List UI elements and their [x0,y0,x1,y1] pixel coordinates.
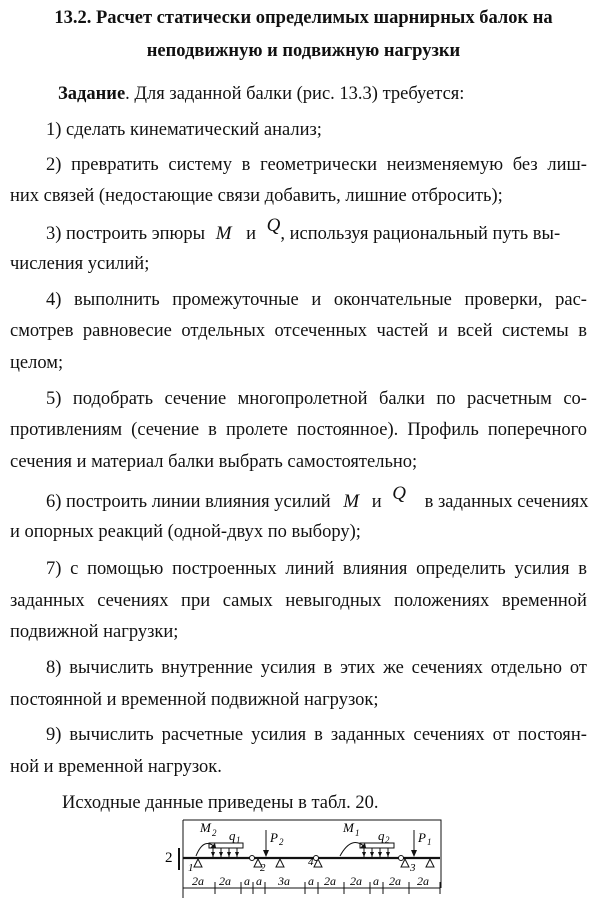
section-heading-line-1: 13.2. Расчет статически определимых шарнирных балок на [54,8,553,28]
label-m2-sub: 2 [212,828,217,838]
word: превратить [71,155,159,175]
word: систему [168,155,232,175]
word: усилия [514,559,570,579]
dimension-10: 2a [389,874,401,888]
word: вычислить [69,725,154,745]
word: Профиль [407,420,479,440]
word: сечениях [413,725,485,745]
section-heading-line-2: неподвижную и подвижную нагрузки [146,41,461,61]
word: со- [563,389,587,409]
item-2-line-1 [46,153,587,177]
item-8-line-1 [46,656,587,680]
word: в [208,420,217,440]
word: равновесие [82,321,172,341]
word: усилия [251,725,307,745]
word: при [181,591,211,611]
word: в [314,725,323,745]
word: заданных [330,725,406,745]
word: балки [379,389,425,409]
word: от [492,725,510,745]
word: противлениям [10,420,123,440]
label-m2: M [200,820,211,835]
word: 5) [46,389,62,409]
task-intro [58,82,464,106]
word: положениях [394,591,490,611]
section-number-3: 3 [410,862,416,874]
task-label: Задание [58,84,126,104]
word: без [512,155,538,175]
word: проверки, [464,290,543,310]
word: геометрически [260,155,378,175]
item-6-symbol-m: M [343,491,360,512]
word: постоян- [517,725,587,745]
word: линий [285,559,335,579]
word: отсеченных [274,321,368,341]
word: временной [501,591,587,611]
word: смотрев [10,321,74,341]
word: в [241,155,251,175]
word: 2) [46,155,62,175]
word: рас- [555,290,587,310]
label-q1-sub: 1 [236,835,241,845]
dimension-7: 2a [324,874,336,888]
label-m1: M [343,820,354,835]
section-number-1: 1 [188,862,194,874]
word: сечение [164,389,227,409]
word: заданных [10,591,85,611]
dimension-5: 3a [278,874,290,888]
item-4-line-2 [10,319,587,343]
item-3-and: и [246,224,257,244]
label-p1-sub: 1 [427,837,432,847]
label-p1: P [418,830,426,845]
word: 4) [46,290,62,310]
item-4-line-3: целом; [10,353,64,373]
item-6-line-1 [46,483,589,514]
item-9-line-1 [46,723,587,747]
word: в [323,658,333,678]
label-q2-sub: 2 [385,835,390,845]
label-q2: q [378,828,385,843]
word: поперечного [487,420,587,440]
dimension-2: 2a [219,874,231,888]
dimension-4: a [256,874,262,888]
word: же [383,658,404,678]
word: системы [501,321,569,341]
label-m1-sub: 1 [355,828,360,838]
word: в [578,321,587,341]
item-3-text-b: , используя рациональный путь вы- [280,224,561,244]
word: промежуточные [172,290,299,310]
dimension-6: a [308,874,314,888]
figure-row-number: 2 [165,850,173,866]
item-3-symbol-m: M [215,223,232,244]
item-5-line-1 [46,387,587,411]
label-p2: P [270,830,278,845]
dimension-3: a [244,874,250,888]
dimension-9: a [373,874,379,888]
item-3-line-2: числения усилий; [10,254,150,274]
word: 9) [46,725,62,745]
item-6-symbol-q: Q [392,483,406,504]
word: всей [457,321,493,341]
word: невыгодных [285,591,382,611]
beam-diagram [0,818,607,903]
word: внутренние [161,658,253,678]
dimension-1: 2a [192,874,204,888]
item-3-text-a: 3) построить эпюры [46,224,206,244]
word: вычислить [69,658,154,678]
dimension-11: 2a [417,874,429,888]
word: с [70,559,79,579]
word: выполнить [74,290,160,310]
item-8-line-2: постоянной и временной подвижной нагрузок; [10,690,379,710]
label-p2-sub: 2 [279,837,284,847]
word: самых [222,591,273,611]
word: этих [340,658,376,678]
source-note: Исходные данные приведены в табл. 20. [62,793,379,813]
word: построенных [172,559,277,579]
section-number-2: 2 [260,862,266,874]
word: 7) [46,559,62,579]
word: влияния [342,559,408,579]
word: отдельно [490,658,563,678]
item-6-text-b: в заданных сечениях [424,492,589,512]
label-q1: q [229,828,236,843]
word: определить [416,559,506,579]
word: 8) [46,658,62,678]
item-1: 1) сделать кинематический анализ; [46,120,322,140]
item-3-line-1 [46,215,587,246]
word: частей [376,321,429,341]
item-4-line-1 [46,288,587,312]
item-6-line-2: и опорных реакций (одной-двух по выбору); [10,522,361,542]
word: по [436,389,456,409]
word: в [578,559,587,579]
dimension-8: 2a [350,874,362,888]
item-7-line-1 [46,557,587,581]
word: расчетным [466,389,552,409]
item-5-line-3: сечения и материал балки выбрать самостоятельно; [10,452,418,472]
word: (сечение [131,420,200,440]
word: и [437,321,448,341]
word: постоянное). [296,420,399,440]
word: сечениях [411,658,483,678]
item-6-text-a: 6) построить линии влияния усилий [46,492,331,512]
word: окончательные [333,290,452,310]
item-7-line-2 [10,589,587,613]
word: неизменяемую [386,155,504,175]
word: от [569,658,587,678]
item-9-line-2: ной и временной нагрузок. [10,757,222,777]
item-6-and: и [371,492,382,512]
word: усилия [260,658,316,678]
task-intro-text: . Для заданной балки (рис. 13.3) требуется: [125,84,465,104]
item-7-line-3: подвижной нагрузки; [10,622,179,642]
word: многопролетной [237,389,368,409]
word: расчетные [161,725,244,745]
item-3-symbol-q: Q [266,215,281,236]
item-2-line-2: них связей (недостающие связи добавить, лишние отбросить); [10,186,503,206]
item-5-line-2 [10,418,587,442]
section-number-4: 4 [308,856,314,868]
word: сечениях [97,591,169,611]
word: отдельных [181,321,266,341]
word: помощью [87,559,164,579]
word: пролете [225,420,288,440]
word: лиш- [547,155,587,175]
word: и [311,290,322,310]
word: подобрать [72,389,154,409]
